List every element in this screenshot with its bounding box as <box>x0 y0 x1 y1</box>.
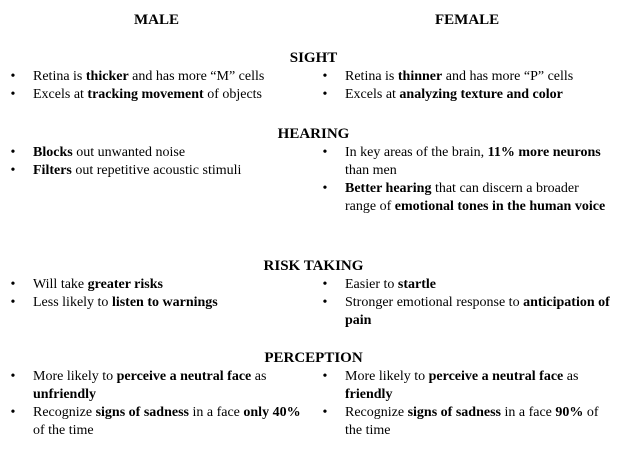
section-hearing <box>0 124 621 244</box>
text: and has more “M” cells <box>128 69 265 84</box>
bold-text: Better hearing <box>345 181 432 196</box>
bold-text: anticipation of pain <box>345 295 610 328</box>
bullet-icon: • <box>322 87 328 102</box>
bullet-icon: • <box>322 69 328 84</box>
bullet-icon: • <box>10 295 16 310</box>
male-list <box>8 144 308 180</box>
bullet-icon: • <box>10 163 16 178</box>
text: Less likely to <box>33 295 112 310</box>
text: of the time <box>345 405 599 438</box>
column-heading-male: MALE <box>134 12 179 28</box>
bold-text: Filters <box>33 163 72 178</box>
list-item <box>8 404 308 440</box>
text: as <box>563 369 579 384</box>
bold-text: unfriendly <box>33 387 97 402</box>
text: than men <box>345 163 397 178</box>
bold-text: 90% <box>555 405 584 420</box>
bold-text: listen to warnings <box>111 295 218 310</box>
text: More likely to <box>33 369 117 384</box>
text: Easier to <box>345 277 398 292</box>
text: of objects <box>203 87 263 102</box>
text: in a face <box>188 405 244 420</box>
bullet-icon: • <box>10 69 16 84</box>
bold-text: tracking movement <box>87 87 204 102</box>
list-item <box>320 68 612 86</box>
text: Retina is <box>345 69 398 84</box>
bold-text: thicker <box>85 69 129 84</box>
text: and has more “P” cells <box>442 69 574 84</box>
text: Retina is <box>33 69 86 84</box>
bold-text: signs of sadness <box>95 405 189 420</box>
male-list <box>8 68 308 104</box>
bullet-icon: • <box>10 87 16 102</box>
bold-text: greater risks <box>87 277 163 292</box>
text: Stronger emotional response to <box>345 295 524 310</box>
bold-text: analyzing texture and color <box>399 87 563 102</box>
bullet-icon: • <box>10 145 16 160</box>
text: Recognize <box>345 405 408 420</box>
text: In key areas of the brain, <box>345 145 488 160</box>
list-item <box>320 368 612 404</box>
text: Excels at <box>345 87 400 102</box>
bold-text: emotional tones in the human voice <box>394 199 606 214</box>
text: out unwanted noise <box>72 145 186 160</box>
bold-text: only 40% <box>243 405 301 420</box>
list-item <box>8 86 308 104</box>
bold-text: friendly <box>345 387 393 402</box>
bold-text: signs of sadness <box>407 405 501 420</box>
female-list <box>320 276 612 330</box>
text: Recognize <box>33 405 96 420</box>
text: as <box>251 369 267 384</box>
text: of the time <box>33 423 94 438</box>
bold-text: 11% more neurons <box>487 145 601 160</box>
section-title: PERCEPTION <box>264 350 363 366</box>
list-item <box>320 404 612 440</box>
list-item <box>8 162 308 180</box>
bullet-icon: • <box>322 181 328 196</box>
section-title: SIGHT <box>289 50 338 66</box>
list-item <box>320 276 612 294</box>
bold-text: thinner <box>397 69 443 84</box>
text: Will take <box>33 277 88 292</box>
text: Excels at <box>33 87 88 102</box>
text: that can discern a broader range of <box>345 181 579 214</box>
column-heading-female: FEMALE <box>435 12 500 28</box>
bullet-icon: • <box>322 145 328 160</box>
section-sight <box>0 48 621 108</box>
section-title: RISK TAKING <box>263 258 364 274</box>
bullet-icon: • <box>322 369 328 384</box>
bold-text: perceive a neutral face <box>116 369 252 384</box>
male-list <box>8 368 308 440</box>
list-item <box>320 86 612 104</box>
section-risk-taking <box>0 256 621 336</box>
bold-text: startle <box>397 277 436 292</box>
list-item <box>8 144 308 162</box>
section-title: HEARING <box>277 126 350 142</box>
bullet-icon: • <box>10 405 16 420</box>
list-item <box>320 180 612 216</box>
bullet-icon: • <box>10 277 16 292</box>
list-item <box>320 144 612 180</box>
list-item <box>8 68 308 86</box>
female-list <box>320 368 612 440</box>
male-list <box>8 276 308 312</box>
text: in a face <box>500 405 556 420</box>
bullet-icon: • <box>322 277 328 292</box>
female-list <box>320 68 612 104</box>
text: More likely to <box>345 369 429 384</box>
list-item <box>8 368 308 404</box>
list-item <box>8 276 308 294</box>
bold-text: Blocks <box>33 145 73 160</box>
bullet-icon: • <box>322 405 328 420</box>
list-item <box>320 294 612 330</box>
list-item <box>8 294 308 312</box>
female-list <box>320 144 612 216</box>
section-perception <box>0 348 621 448</box>
text: out repetitive acoustic stimuli <box>71 163 242 178</box>
bold-text: perceive a neutral face <box>428 369 564 384</box>
bullet-icon: • <box>10 369 16 384</box>
bullet-icon: • <box>322 295 328 310</box>
